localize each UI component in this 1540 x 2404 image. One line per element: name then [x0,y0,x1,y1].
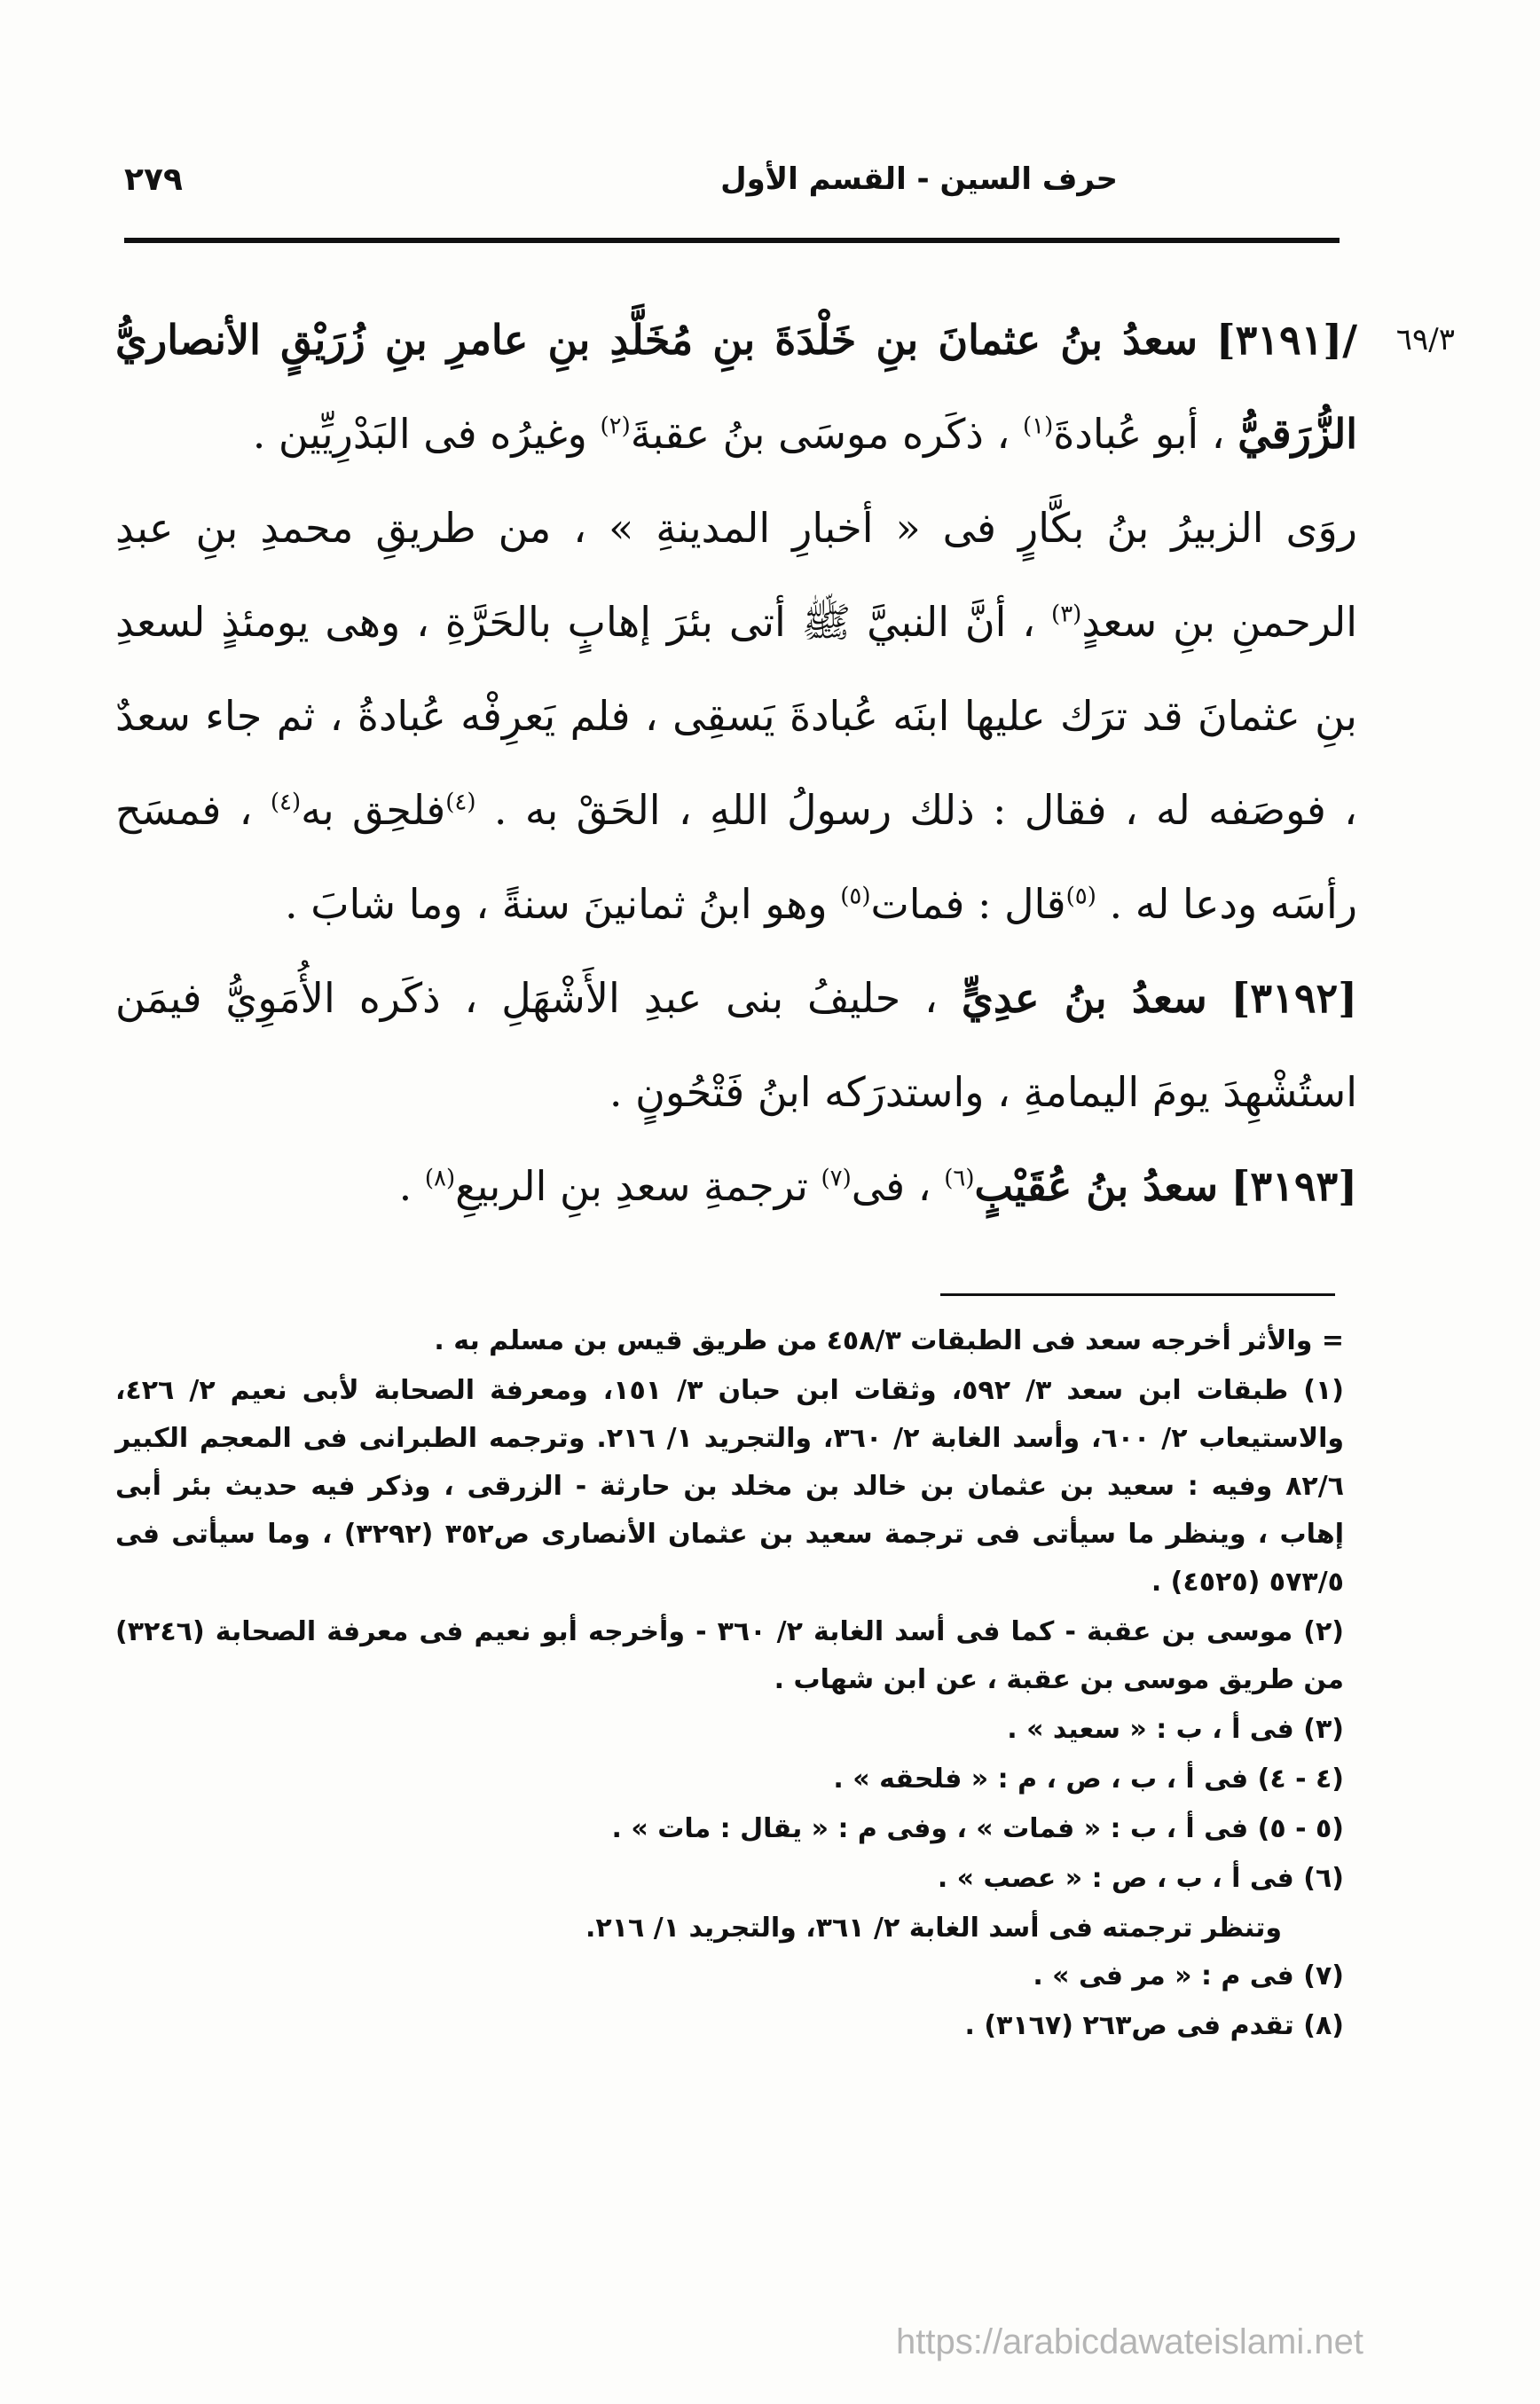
paragraph-text: ، فمسَح رأسَه ودعا له . [115,786,1357,928]
footnote-marker: (٣) [1051,601,1082,628]
paragraph-text: ، أنَّ النبيَّ ﷺ أتى بئرَ إهابٍ بالحَرَّةِ ، وهى يومئذٍ لسعدِ بنِ عثمانَ قد ترَك عليها ابنَه عُبادةَ يَسقِى ، فلم يَعرِفْه عُبادةُ ، ثم جاء سعدٌ ، فوصَفه له ، فقال : ذلك رسولُ اللهِ ، الحَقْ به . [115,598,1358,834]
volume-page-ref: ٦٩/٣ [1395,322,1455,357]
page-number: ٢٧٩ [124,161,183,198]
entry-text: ، فى [851,1162,931,1210]
footnote-2: (٢) موسى بن عقبة - كما فى أسد الغابة ٢/ ٣٦٠ - وأخرجه أبو نعيم فى معرفة الصحابة (٣٢٤٦) من طريق موسى بن عقبة ، عن ابن شهاب . [115,1616,1344,1695]
paragraph-text: فلحِق به [301,786,446,834]
entry-text: ، ذكَره موسَى بنُ عقبةَ [630,410,1010,458]
footnote-marker: (١) [1022,412,1054,440]
source-watermark: https://arabicdawateislami.net [896,2322,1363,2361]
footnote-6-note: وتنظر ترجمته فى أسد الغابة ٢/ ٣٦١، والتجريد ١/ ٢١٦. [585,1913,1282,1944]
entry-text: ترجمةِ سعدِ بنِ الربيعِ [455,1162,808,1210]
footnote-continuation: = والأثر أخرجه سعد فى الطبقات ٤٥٨/٣ من طريق قيس بن مسلم به . [434,1325,1344,1356]
narration-paragraph [115,481,1357,951]
entry-text: ، أبو عُبادةَ [1053,410,1225,458]
footnote-4: (٤ - ٤) فى أ ، ب ، ص ، م : « فلحقه » . [833,1764,1344,1795]
entry-text: وغيرُه فى البَدْرِيِّين . [252,410,587,458]
footnotes [115,1317,1344,2052]
entry-3191 [115,293,1455,481]
footnote-marker: (٥) [1065,883,1096,910]
entry-3192 [115,951,1357,1139]
footnote-separator [940,1293,1335,1296]
paragraph-text: وهو ابنُ ثمانينَ سنةً ، وما شابَ . [284,880,828,928]
entry-3193 [115,1139,1357,1233]
header-rule [124,238,1340,243]
footnote-marker: (٢) [600,412,631,440]
footnote-6: (٦) فى أ ، ب ، ص : « عصب » . [937,1863,1344,1894]
footnote-1: (١) طبقات ابن سعد ٣/ ٥٩٢، وثقات ابن حبان ٣/ ١٥١، ومعرفة الصحابة لأبى نعيم ٢/ ٤٢٦، والاستيعاب ٢/ ٦٠٠، وأسد الغابة ٢/ ٣٦٠، والتجريد ١/ ٢١٦. وترجمه الطبرانى فى المعجم الكبير ٨٢/٦ وفيه : سعيد بن عثمان بن خالد بن مخلد بن حارثة - الزرقى ، وذكر فيه حديث بئر أبى إهاب ، وينظر ما سيأتى فى ترجمة سعيد بن عثمان الأنصارى ص٣٥٢ (٣٢٩٢) ، وما سيأتى فى ٥٧٣/٥ (٤٥٢٥) . [115,1375,1345,1598]
footnote-7: (٧) فى م : « مر فى » . [1033,1960,1344,1992]
entry-text: . [398,1162,412,1210]
footnote-marker: (٤) [445,789,476,816]
footnote-marker: (٧) [821,1165,852,1192]
entry-number: [٣١٩١] [1215,316,1343,364]
running-title: حرف السين - القسم الأول [720,161,1118,197]
footnote-5: (٥ - ٥) فى أ ، ب : « فمات » ، وفى م : « يقال : مات » . [611,1813,1344,1844]
page-break-marker: / [1342,316,1357,364]
footnote-marker: (٤) [270,789,302,816]
entry-name: سعدُ بنُ عُقَيْبٍ [974,1162,1219,1210]
entry-name: سعدُ بنُ عدِيٍّ [961,974,1207,1022]
entry-number: [٣١٩٢] [1230,974,1357,1022]
footnote-marker: (٦) [944,1165,975,1192]
paragraph-text: قال : فمات [870,880,1066,928]
footnote-8: (٨) تقدم فى ص٢٦٣ (٣١٦٧) . [964,2010,1344,2041]
paragraph-text: روَى الزبيرُ بنُ بكَّارٍ فى « أخبارِ المدينةِ » ، من طريقِ محمدِ بنِ عبدِ الرحمنِ بنِ سعدٍ [115,504,1358,646]
footnote-marker: (٨) [424,1165,456,1192]
footnote-marker: (٥) [840,883,871,910]
entry-name: سعدُ بنُ عثمانَ بنِ خَلْدَةَ بنِ مُخَلَّدِ بنِ عامرِ بنِ زُرَيْقٍ الأنصاريُّ الزُّرَقيُّ [115,316,1357,458]
page-header [124,161,1340,224]
entry-number: [٣١٩٣] [1230,1162,1357,1210]
main-text [115,293,1455,1233]
entry-text: ، حليفُ بنى عبدِ الأَشْهَلِ ، ذكَره الأُمَوِيُّ فيمَن استُشْهِدَ يومَ اليمامةِ ، واستدرَكه ابنُ فَتْحُونٍ . [115,974,1357,1116]
footnote-3: (٣) فى أ ، ب : « سعيد » . [1007,1714,1344,1745]
